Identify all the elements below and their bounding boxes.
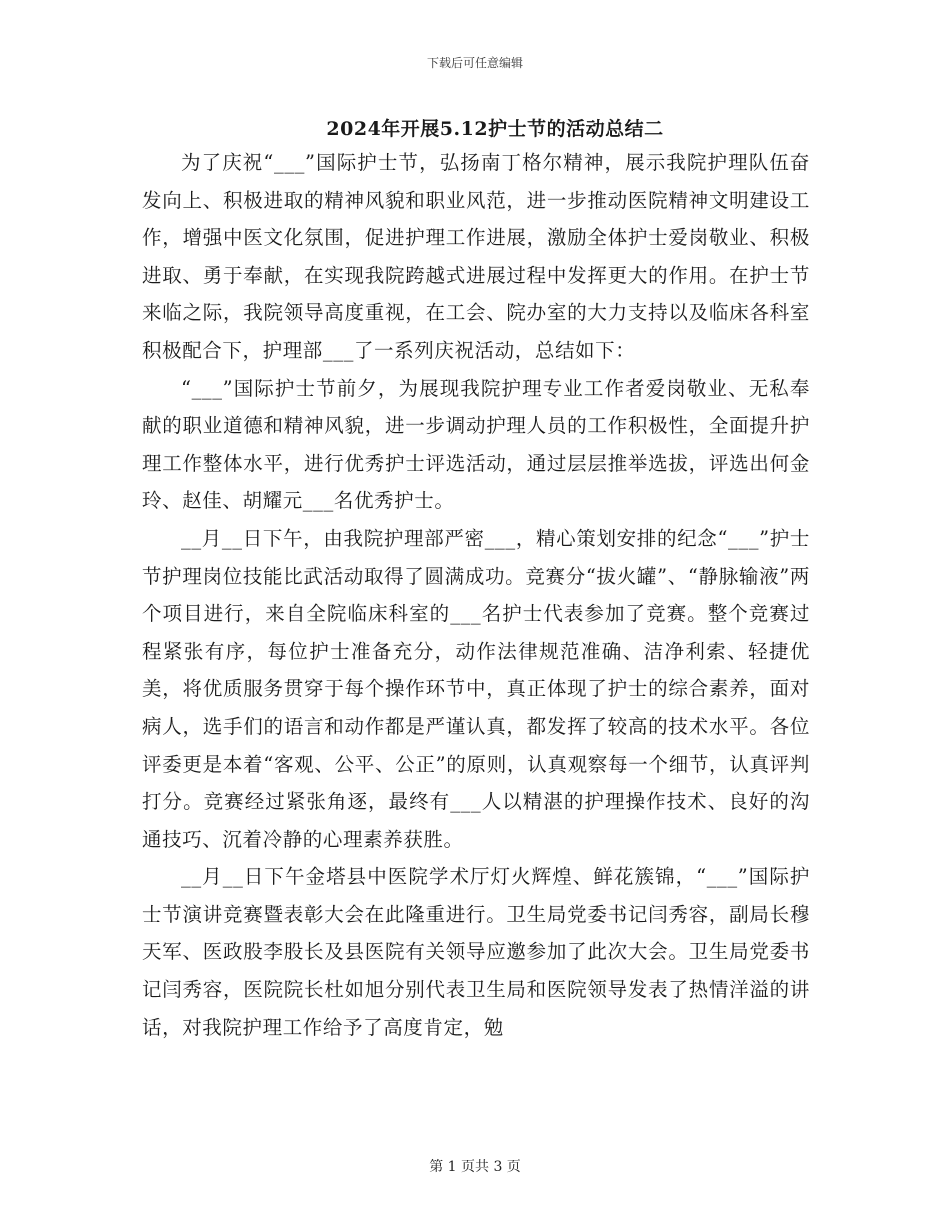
document-body [142, 144, 810, 1046]
body-paragraph-2: “___”国际护士节前夕，为展现我院护理专业工作者爱岗敬业、无私奉献的职业道德和精神风貌，进一步调动护理人员的工作积极性，全面提升护理工作整体水平，进行优秀护士评选活动，通过层层推举选拔，评选出何金玲、赵佳、胡耀元___名优秀护士。 [142, 376, 810, 513]
document-title: 2024年开展5.12护士节的活动总结二 [326, 118, 664, 140]
page-header: 下载后可任意编辑 [426, 56, 523, 70]
page-footer: 第 1 页共 3 页 [429, 1159, 521, 1175]
body-paragraph-1: 为了庆祝“___”国际护士节，弘扬南丁格尔精神，展示我院护理队伍奋发向上、积极进取的精神风貌和职业风范，进一步推动医院精神文明建设工作，增强中医文化氛围，促进护理工作进展，激励全体护士爱岗敬业、积极进取、勇于奉献，在实现我院跨越式进展过程中发挥更大的作用。在护士节来临之际，我院领导高度重视，在工会、院办室的大力支持以及临床各科室积极配合下，护理部___了一系列庆祝活动，总结如下： [142, 151, 810, 362]
body-paragraph-4: __月__日下午金塔县中医院学术厅灯火辉煌、鲜花簇锦，“___”国际护士节演讲竞赛暨表彰大会在此隆重进行。卫生局党委书记闫秀容，副局长穆天军、医政股李股长及县医院有关领导应邀参加了此次大会。卫生局党委书记闫秀容，医院院长杜如旭分别代表卫生局和医院领导发表了热情洋溢的讲话，对我院护理工作给予了高度肯定，勉 [142, 865, 810, 1039]
body-paragraph-3: __月__日下午，由我院护理部严密___，精心策划安排的纪念“___”护士节护理岗位技能比武活动取得了圆满成功。竞赛分“拔火罐”、“静脉输液”两个项目进行，来自全院临床科室的___名护士代表参加了竞赛。整个竞赛过程紧张有序，每位护士准备充分，动作法律规范准确、洁净利索、轻捷优美，将优质服务贯穿于每个操作环节中，真正体现了护士的综合素养，面对病人，选手们的语言和动作都是严谨认真，都发挥了较高的技术水平。各位评委更是本着“客观、公平、公正”的原则，认真观察每一个细节，认真评判打分。竞赛经过紧张角逐，最终有___人以精湛的护理操作技术、良好的沟通技巧、沉着冷静的心理素养获胜。 [142, 526, 810, 851]
